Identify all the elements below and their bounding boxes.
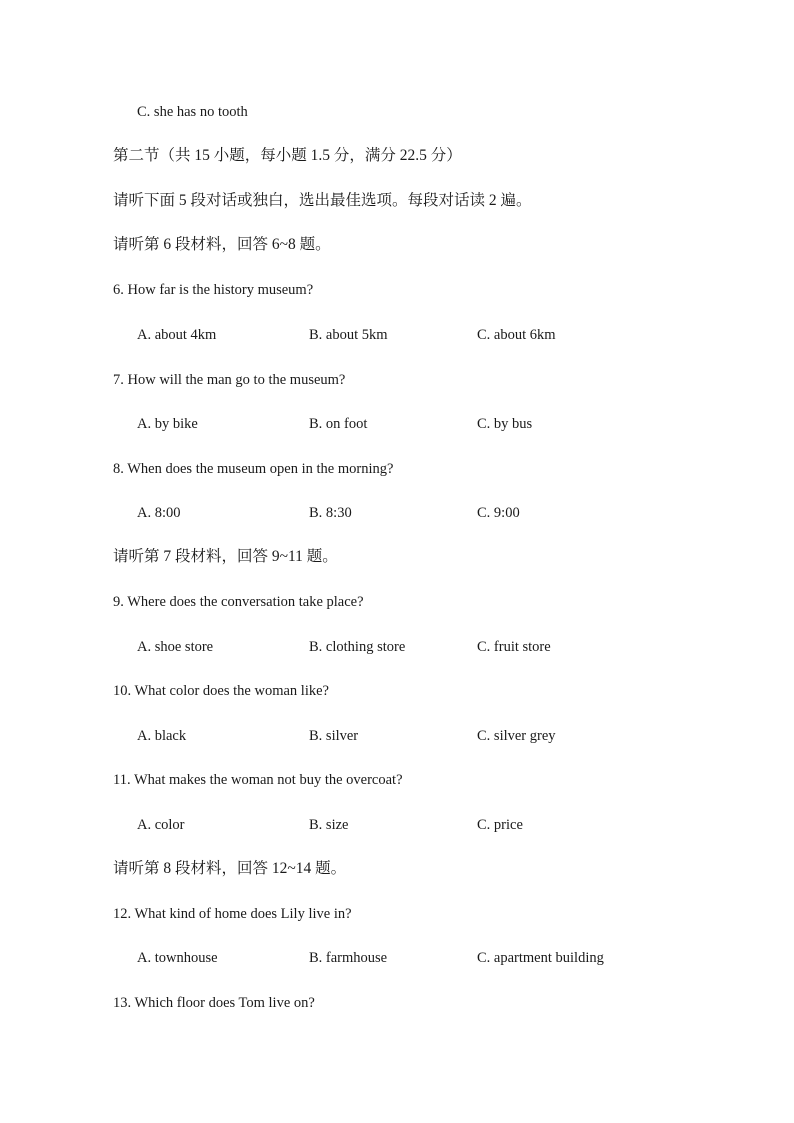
question-9-option-b: B. clothing store (309, 639, 406, 655)
question-6-option-b: B. about 5km (309, 327, 388, 343)
section-instructions: 请听下面 5 段对话或独白，选出最佳选项。每段对话读 2 遍。 (113, 192, 532, 209)
question-9-option-a: A. shoe store (137, 639, 214, 655)
question-8-option-a: A. 8:00 (137, 505, 181, 521)
question-7-option-b: B. on foot (309, 416, 368, 432)
question-7-option-c: C. by bus (477, 416, 533, 432)
question-7: 7. How will the man go to the museum? (113, 372, 346, 388)
question-12-option-c: C. apartment building (477, 950, 604, 966)
question-11-option-b: B. size (309, 817, 349, 833)
question-8: 8. When does the museum open in the morning? (113, 461, 394, 477)
question-8-option-c: C. 9:00 (477, 505, 520, 521)
question-6-option-a: A. about 4km (137, 327, 217, 343)
question-8-option-b: B. 8:30 (309, 505, 352, 521)
question-9: 9. Where does the conversation take place? (113, 594, 364, 610)
question-12-option-a: A. townhouse (137, 950, 218, 966)
question-9-option-c: C. fruit store (477, 639, 551, 655)
previous-question-option-c: C. she has no tooth (137, 104, 248, 120)
group-7-instruction: 请听第 7 段材料，回答 9~11 题。 (113, 548, 338, 565)
question-10-option-c: C. silver grey (477, 728, 556, 744)
question-11-option-c: C. price (477, 817, 523, 833)
question-10: 10. What color does the woman like? (113, 683, 329, 699)
question-13: 13. Which floor does Tom live on? (113, 995, 315, 1011)
question-11-option-a: A. color (137, 817, 185, 833)
question-10-option-b: B. silver (309, 728, 359, 744)
group-6-instruction: 请听第 6 段材料，回答 6~8 题。 (113, 236, 331, 253)
question-11: 11. What makes the woman not buy the overcoat? (113, 772, 403, 788)
question-6: 6. How far is the history museum? (113, 282, 314, 298)
question-7-option-a: A. by bike (137, 416, 198, 432)
question-12: 12. What kind of home does Lily live in? (113, 906, 352, 922)
question-6-option-c: C. about 6km (477, 327, 556, 343)
question-12-option-b: B. farmhouse (309, 950, 388, 966)
question-10-option-a: A. black (137, 728, 187, 744)
group-8-instruction: 请听第 8 段材料，回答 12~14 题。 (113, 860, 347, 877)
section-header: 第二节（共 15 小题，每小题 1.5 分，满分 22.5 分） (113, 147, 462, 164)
